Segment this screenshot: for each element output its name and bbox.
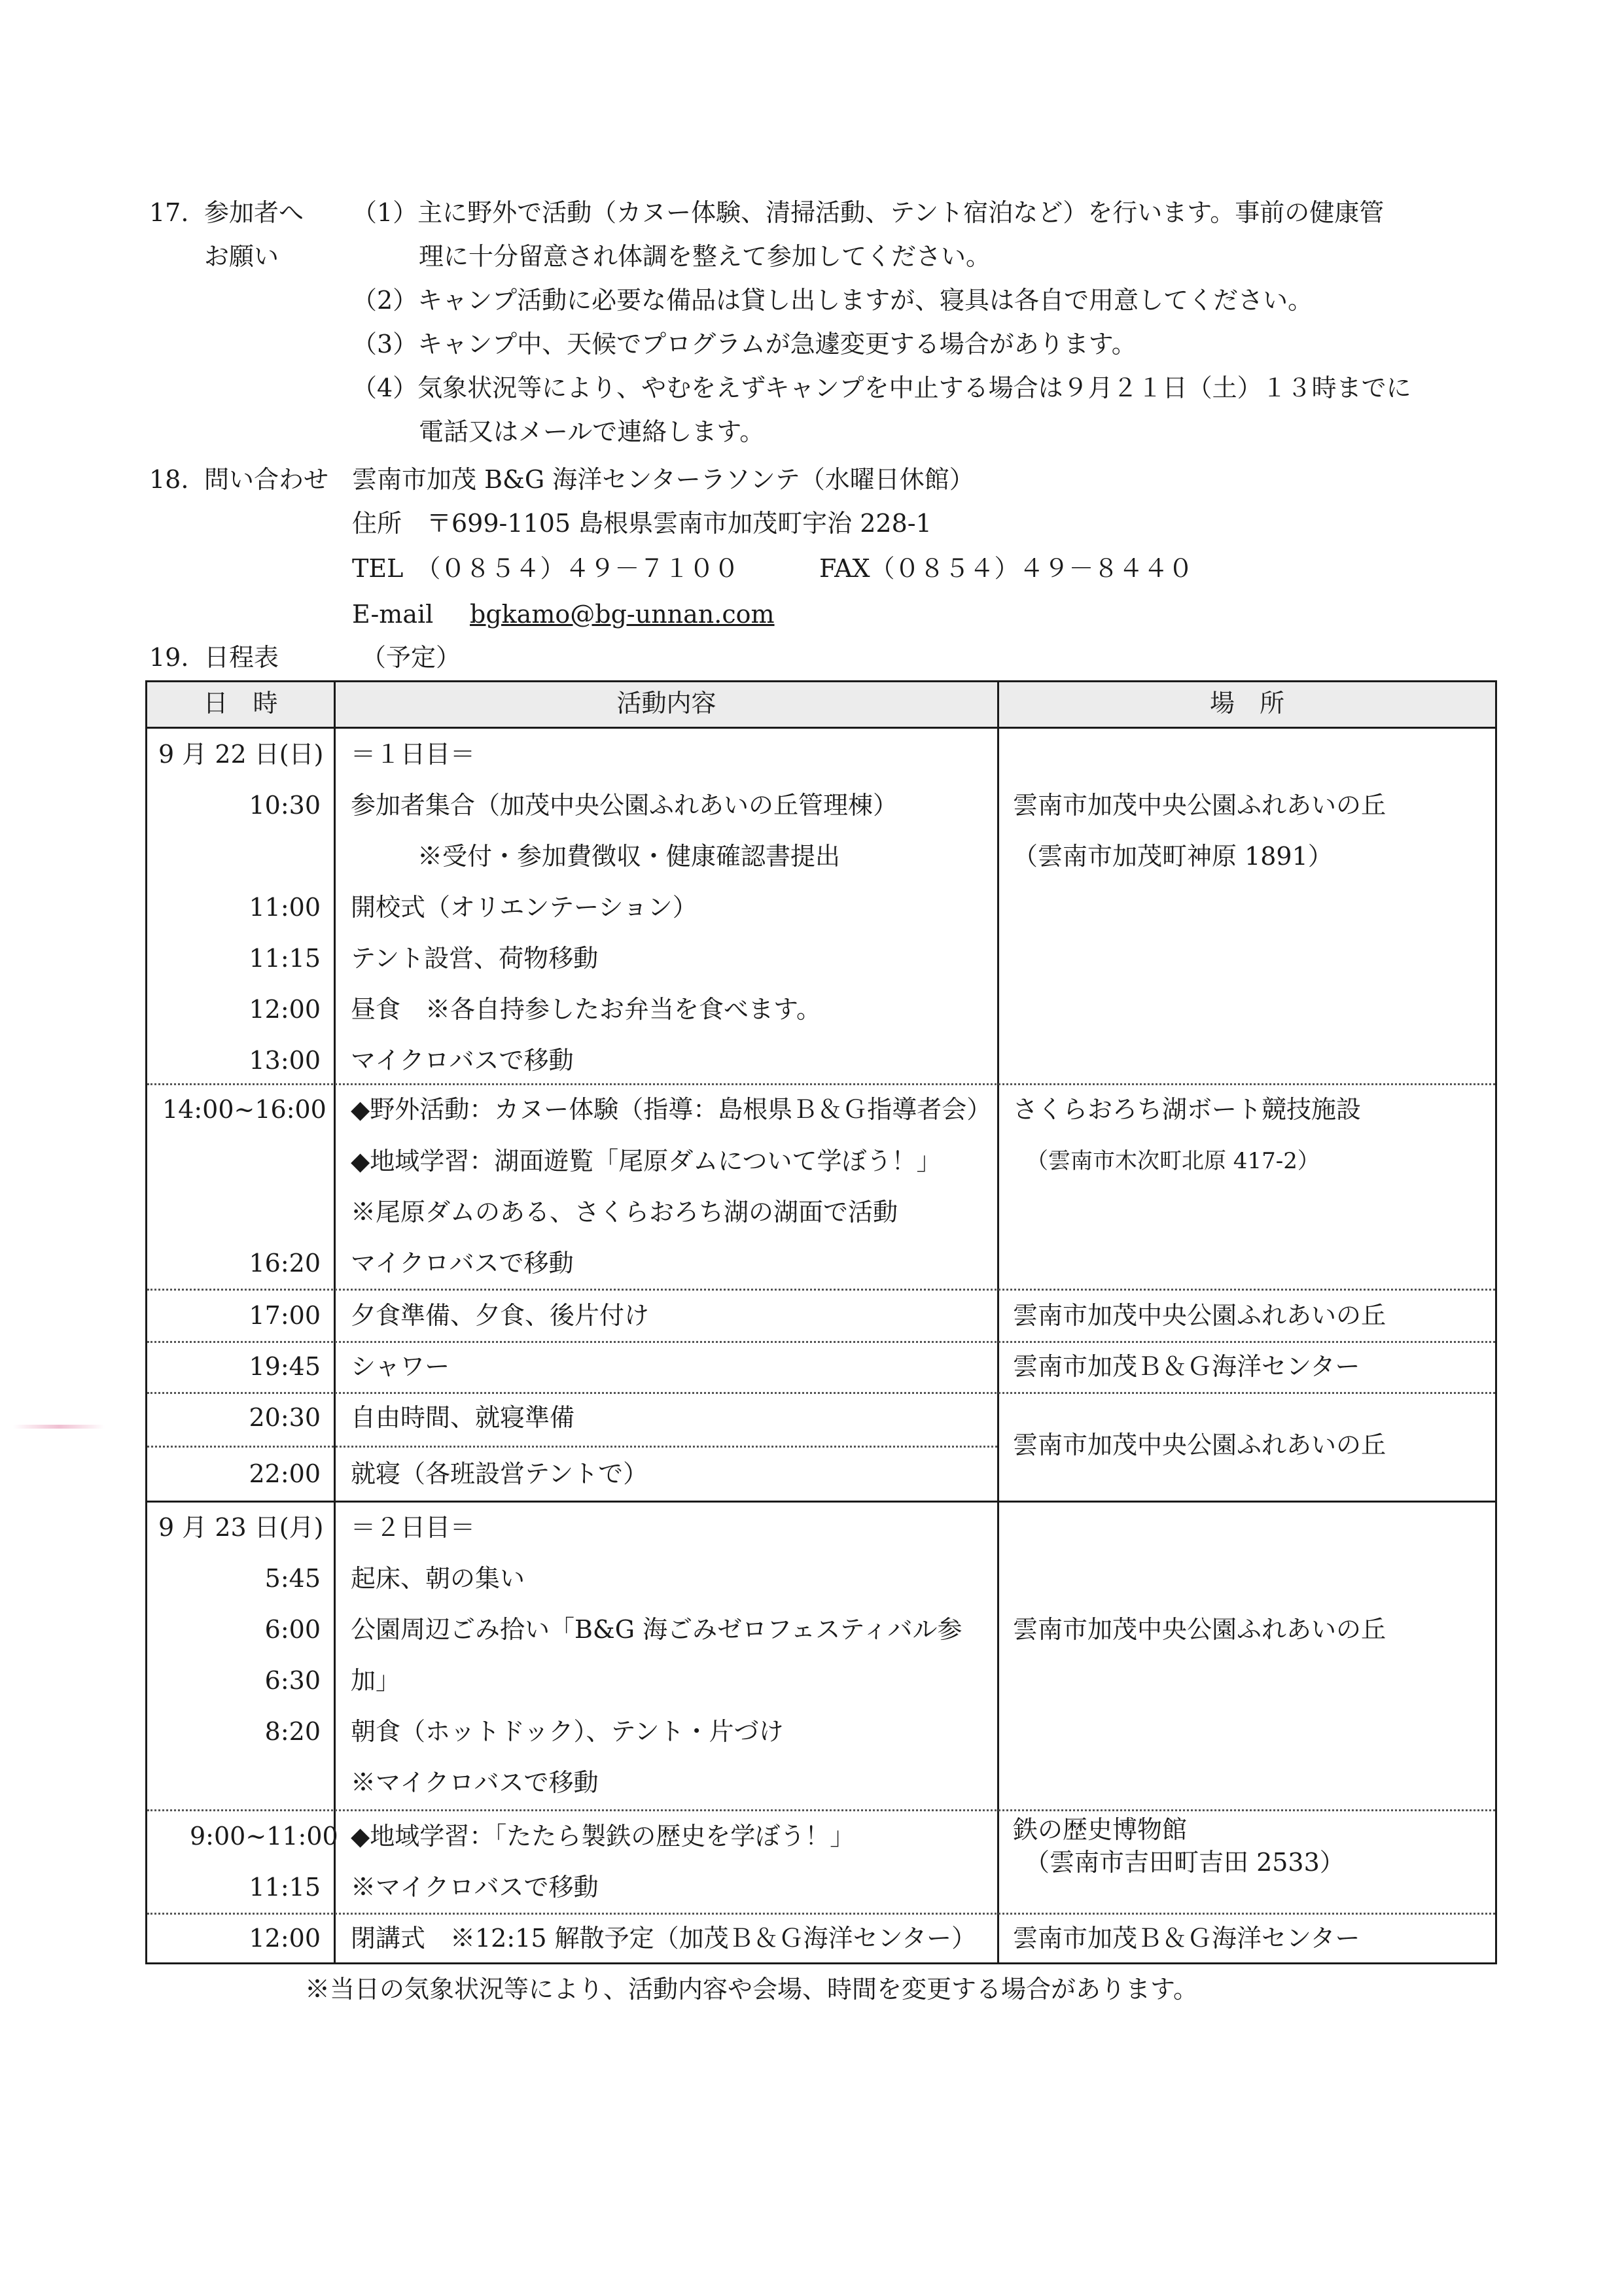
block2-activity: ◆野外活動：カヌー体験（指導：島根県Ｂ＆Ｇ指導者会） [351,1095,992,1124]
day2-title: ＝２日目＝ [351,1513,476,1542]
row-activity: 夕食準備、夕食、後片付け [351,1301,650,1330]
day1-activity: 昼食 ※各自持参したお弁当を食べます。 [351,995,821,1024]
block4-time: 9:00~11:00 [190,1822,338,1851]
header-place: 場 所 [1209,689,1284,718]
table-column-divider [334,680,336,1964]
row-divider [147,1083,1495,1085]
day1-activity: マイクロバスで移動 [351,1046,574,1075]
day2-time: 8:20 [264,1717,321,1746]
block4-place-address: （雲南市吉田町吉田 2533） [1025,1848,1345,1877]
section-17-label: 参加者へ [204,198,304,227]
section-17-number: 17. [149,198,189,227]
block2-activity: マイクロバスで移動 [351,1249,574,1278]
day2-activity: 起床、朝の集い [351,1564,525,1593]
day-divider [145,1501,1497,1503]
row-divider [147,1392,1495,1394]
section-18-label: 問い合わせ [204,465,329,494]
day1-time: 11:15 [249,944,321,973]
table-column-divider [997,680,999,1964]
day1-time: 12:00 [249,995,321,1024]
block2-activity: ◆地域学習：湖面遊覧「尾原ダムについて学ぼう！」 [351,1147,942,1175]
day2-activity: ※マイクロバスで移動 [351,1768,599,1797]
row-place: 雲南市加茂Ｂ＆Ｇ海洋センター [1013,1924,1360,1953]
section-17-line: （4）気象状況等により、やむをえずキャンプを中止する場合は９月２１日（土）１３時までに [352,374,1411,402]
block2-time-2: 16:20 [249,1249,321,1278]
contact-organization: 雲南市加茂 B&G 海洋センターラソンテ（水曜日休館） [352,465,974,494]
row-time: 19:45 [249,1352,321,1381]
row-time: 17:00 [249,1301,321,1330]
day1-activity: 参加者集合（加茂中央公園ふれあいの丘管理棟） [351,791,898,820]
block2-time: 14:00~16:00 [162,1095,327,1124]
section-17-label-2: お願い [204,242,279,271]
row-place: 雲南市加茂Ｂ＆Ｇ海洋センター [1013,1352,1360,1381]
section-17-line: （1）主に野外で活動（カヌー体験、清掃活動、テント宿泊など）を行います。事前の健康管 [352,198,1385,227]
block4-place: 鉄の歴史博物館 [1013,1815,1188,1844]
block2-activity: ※尾原ダムのある、さくらおろち湖の湖面で活動 [351,1198,898,1226]
row-divider [147,1446,997,1448]
day2-activity: 公園周辺ごみ拾い「B&G 海ごみゼロフェスティバル参 [351,1615,962,1644]
row-activity: 閉講式 ※12:15 解散予定（加茂Ｂ＆Ｇ海洋センター） [351,1924,977,1953]
section-17-line: 電話又はメールで連絡します。 [419,417,765,446]
contact-email-label: E-mail [352,600,434,629]
block4-time-2: 11:15 [249,1873,321,1902]
day1-time: 13:00 [249,1046,321,1075]
row-activity: シャワー [351,1352,450,1381]
row-divider [147,1809,1495,1811]
day1-activity: ※受付・参加費徴収・健康確認書提出 [417,842,841,871]
contact-fax: FAX（０８５４）４９－８４４０ [819,554,1193,583]
row-activity: 就寝（各班設営テントで） [351,1459,648,1488]
header-date-time: 日 時 [203,689,278,718]
contact-tel: TEL （０８５４）４９－７１００ [352,554,739,583]
section-17-line: 理に十分留意され体調を整えて参加してください。 [419,242,991,271]
section-19-label: 日程表 [204,643,279,672]
block2-place-address: （雲南市木次町北原 417-2） [1026,1148,1320,1174]
section-17-line: （2）キャンプ活動に必要な備品は貸し出しますが、寝具は各自で用意してください。 [352,286,1313,315]
footnote: ※当日の気象状況等により、活動内容や会場、時間を変更する場合があります。 [305,1975,1198,2004]
row-time: 12:00 [249,1924,321,1953]
schedule-tentative-note: （予定） [361,643,461,672]
row-time: 20:30 [249,1403,321,1432]
day2-activity: 加」 [351,1666,401,1695]
day2-date: 9 月 23 日(月) [158,1513,324,1542]
row-divider [147,1913,1495,1915]
row-divider [147,1341,1495,1343]
day2-activity: 朝食（ホットドック）、テント・片づけ [351,1717,784,1746]
block2-place: さくらおろち湖ボート競技施設 [1013,1095,1362,1124]
scan-artifact [13,1425,105,1429]
day1-date: 9 月 22 日(日) [158,740,324,769]
header-activity: 活動内容 [616,689,716,718]
day2-place: 雲南市加茂中央公園ふれあいの丘 [1013,1615,1386,1644]
day2-time: 5:45 [264,1564,321,1593]
row-divider [147,1289,1495,1291]
block4-activity: ※マイクロバスで移動 [351,1873,599,1902]
section-17-line: （3）キャンプ中、天候でプログラムが急遽変更する場合があります。 [352,330,1137,358]
table-header-divider [145,727,1497,729]
row-time: 22:00 [249,1459,321,1488]
day1-place: 雲南市加茂中央公園ふれあいの丘 [1013,791,1386,820]
row-place: 雲南市加茂中央公園ふれあいの丘 [1013,1301,1386,1330]
day1-time: 10:30 [249,791,321,820]
section-19-number: 19. [149,643,189,672]
contact-email-link[interactable]: bgkamo@bg-unnan.com [470,600,775,629]
contact-address: 住所 〒699-1105 島根県雲南市加茂町宇治 228-1 [352,509,932,538]
day1-title: ＝１日目＝ [351,740,476,769]
night-place: 雲南市加茂中央公園ふれあいの丘 [1013,1431,1386,1459]
day1-time: 11:00 [249,893,321,922]
day1-activity: 開校式（オリエンテーション） [351,893,697,922]
block4-activity: ◆地域学習：「たたら製鉄の歴史を学ぼう！」 [351,1822,855,1851]
row-activity: 自由時間、就寝準備 [351,1403,575,1432]
day1-activity: テント設営、荷物移動 [351,944,599,973]
day2-time: 6:00 [264,1615,321,1644]
section-18-number: 18. [149,465,189,494]
day1-place-address: （雲南市加茂町神原 1891） [1013,842,1333,871]
day2-time: 6:30 [264,1666,321,1695]
